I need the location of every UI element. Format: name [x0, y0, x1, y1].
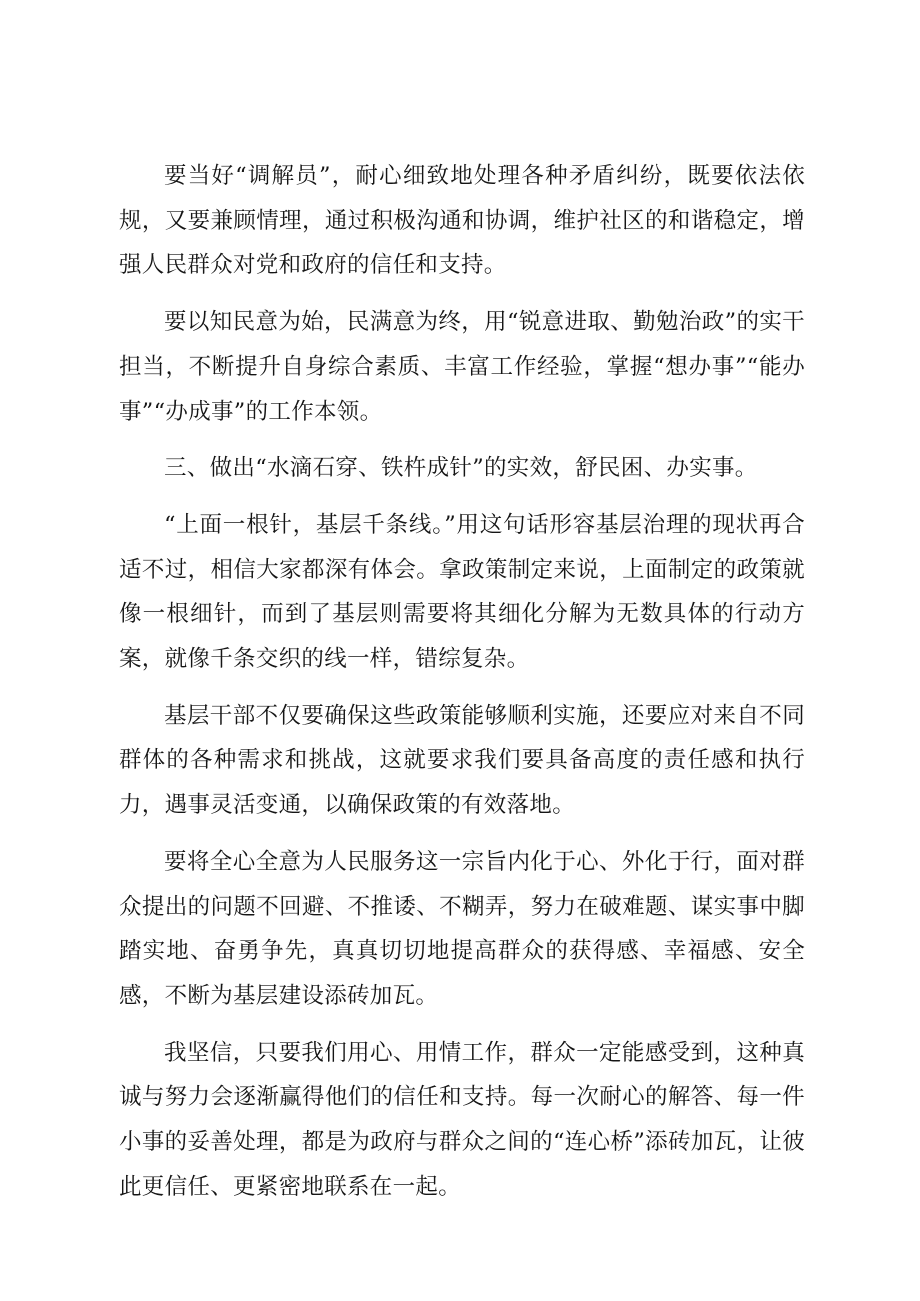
document-body	[119, 154, 805, 1221]
paragraph-grassroots-cadres: 基层干部不仅要确保这些政策能够顺利实施，还要应对来自不同群体的各种需求和挑战，这就要求我们要具备高度的责任感和执行力，遇事灵活变通，以确保政策的有效落地。	[119, 702, 805, 819]
paragraph-needle-thread: “上面一根针，基层千条线。”用这句话形容基层治理的现状再合适不过，相信大家都深有体会。拿政策制定来说，上面制定的政策就像一根细针，而到了基层则需要将其细化分解为无数具体的行动方案，就像千条交织的线一样，错综复杂。	[119, 511, 805, 673]
section-heading-three: 三、做出“水滴石穿、铁杵成针”的实效，舒民困、办实事。	[164, 455, 758, 482]
paragraph-mediator: 要当好“调解员”，耐心细致地处理各种矛盾纠纷，既要依法依规，又要兼顾情理，通过积极沟通和协调，维护社区的和谐稳定，增强人民群众对党和政府的信任和支持。	[119, 163, 805, 279]
paragraph-public-will: 要以知民意为始，民满意为终，用“锐意进取、勤勉治政”的实干担当，不断提升自身综合素质、丰富工作经验，掌握“想办事”“能办事”“办成事”的工作本领。	[119, 309, 805, 425]
paragraph-conviction: 我坚信，只要我们用心、用情工作，群众一定能感受到，这种真诚与努力会逐渐赢得他们的信任和支持。每一次耐心的解答、每一件小事的妥善处理，都是为政府与群众之间的“连心桥”添砖加瓦，让彼此更信任、更紧密地联系在一起。	[119, 1039, 805, 1200]
paragraph-serve-people: 要将全心全意为人民服务这一宗旨内化于心、外化于行，面对群众提出的问题不回避、不推诿、不糊弄，努力在破难题、谋实事中脚踏实地、奋勇争先，真真切切地提高群众的获得感、幸福感、安全感，不断为基层建设添砖加瓦。	[119, 848, 805, 1009]
